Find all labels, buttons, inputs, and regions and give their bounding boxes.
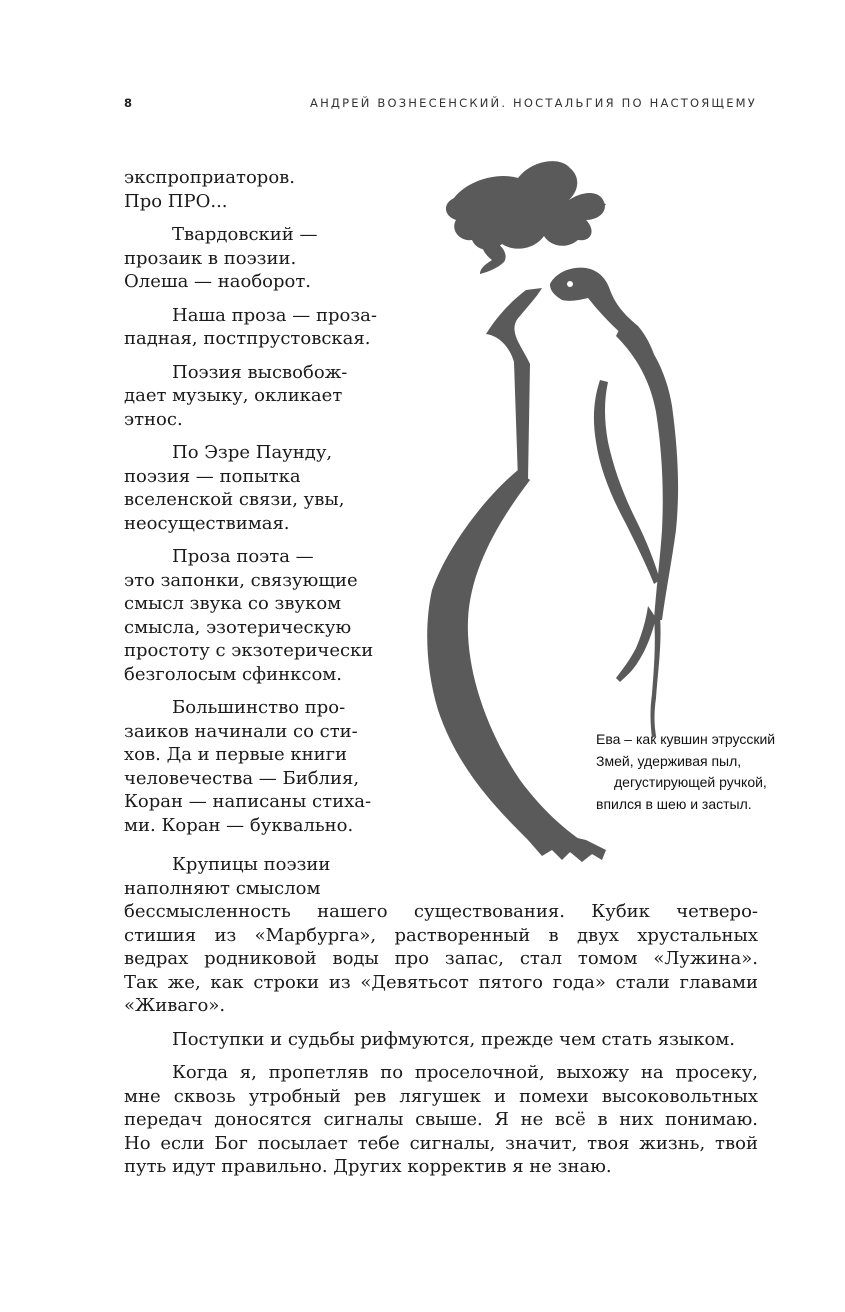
serpent-body	[616, 320, 678, 620]
paragraph: Крупицы поэзии наполняют смыслом бессмысленность нашего существования. Кубик четверо- стишия из «Марбурга», растворенный в двух хрустальных ведрах родниковой воды про запас, стал томом «Лужина». Так же, как строки из «Девятьсот пятого года» стали главами «Живаго».	[124, 854, 758, 1016]
paragraph: экспроприаторов. Про ПРО...	[124, 167, 296, 212]
paragraph: Твардовский — прозаик в поэзии. Олеша — наоборот.	[124, 224, 318, 292]
text-body-wide	[124, 853, 758, 1179]
paragraph: Проза поэта — это запонки, связующие смысл звука со звуком смысла, эзотерическую простоту с экзотерически безголосым сфинксом.	[124, 546, 374, 685]
arm-stroke	[594, 380, 660, 584]
paragraph: Наша проза — проза- падная, постпрустовская.	[124, 304, 377, 349]
tail-stroke	[616, 606, 656, 682]
page-number: 8	[124, 96, 133, 110]
paragraph: Когда я, пропетляв по проселочной, выхожу на просеку, мне сквозь утробный рев лягушек и помехи высоковольтных передач доносятся сигналы свыше. Я не всё в них понимаю. Но если Бог посылает тебе сигналы, значит, твоя жизнь, твой путь идут правильно. Других корректив я не знаю.	[124, 1062, 758, 1177]
serpent-eye	[567, 281, 573, 287]
illustration-caption: Ева – как кувшин этрусский Змей, удерживая пыл, дегустирующей ручкой, впился в шею и застыл.	[596, 731, 776, 812]
running-head: АНДРЕЙ ВОЗНЕСЕНСКИЙ. НОСТАЛЬГИЯ ПО НАСТОЯЩЕМУ	[310, 96, 757, 110]
text-column	[124, 166, 386, 837]
brush-tail	[528, 834, 606, 862]
body-curve	[427, 470, 600, 856]
paragraph: Поэзия высвобож- дает музыку, окликает этнос.	[124, 361, 348, 430]
paragraph: По Эзре Паунду, поэзия — попытка вселенской связи, увы, неосуществимая.	[124, 442, 345, 534]
paragraph: Поступки и судьбы рифмуются, прежде чем стать языком.	[172, 1028, 736, 1050]
tail-thin	[651, 616, 661, 738]
paragraph: Большинство про- заиков начинали со сти- хов. Да и первые книги человечества — Библия, Коран — написаны стиха- ми. Коран — буквально.	[124, 697, 372, 836]
shoulder-stroke	[486, 288, 542, 480]
